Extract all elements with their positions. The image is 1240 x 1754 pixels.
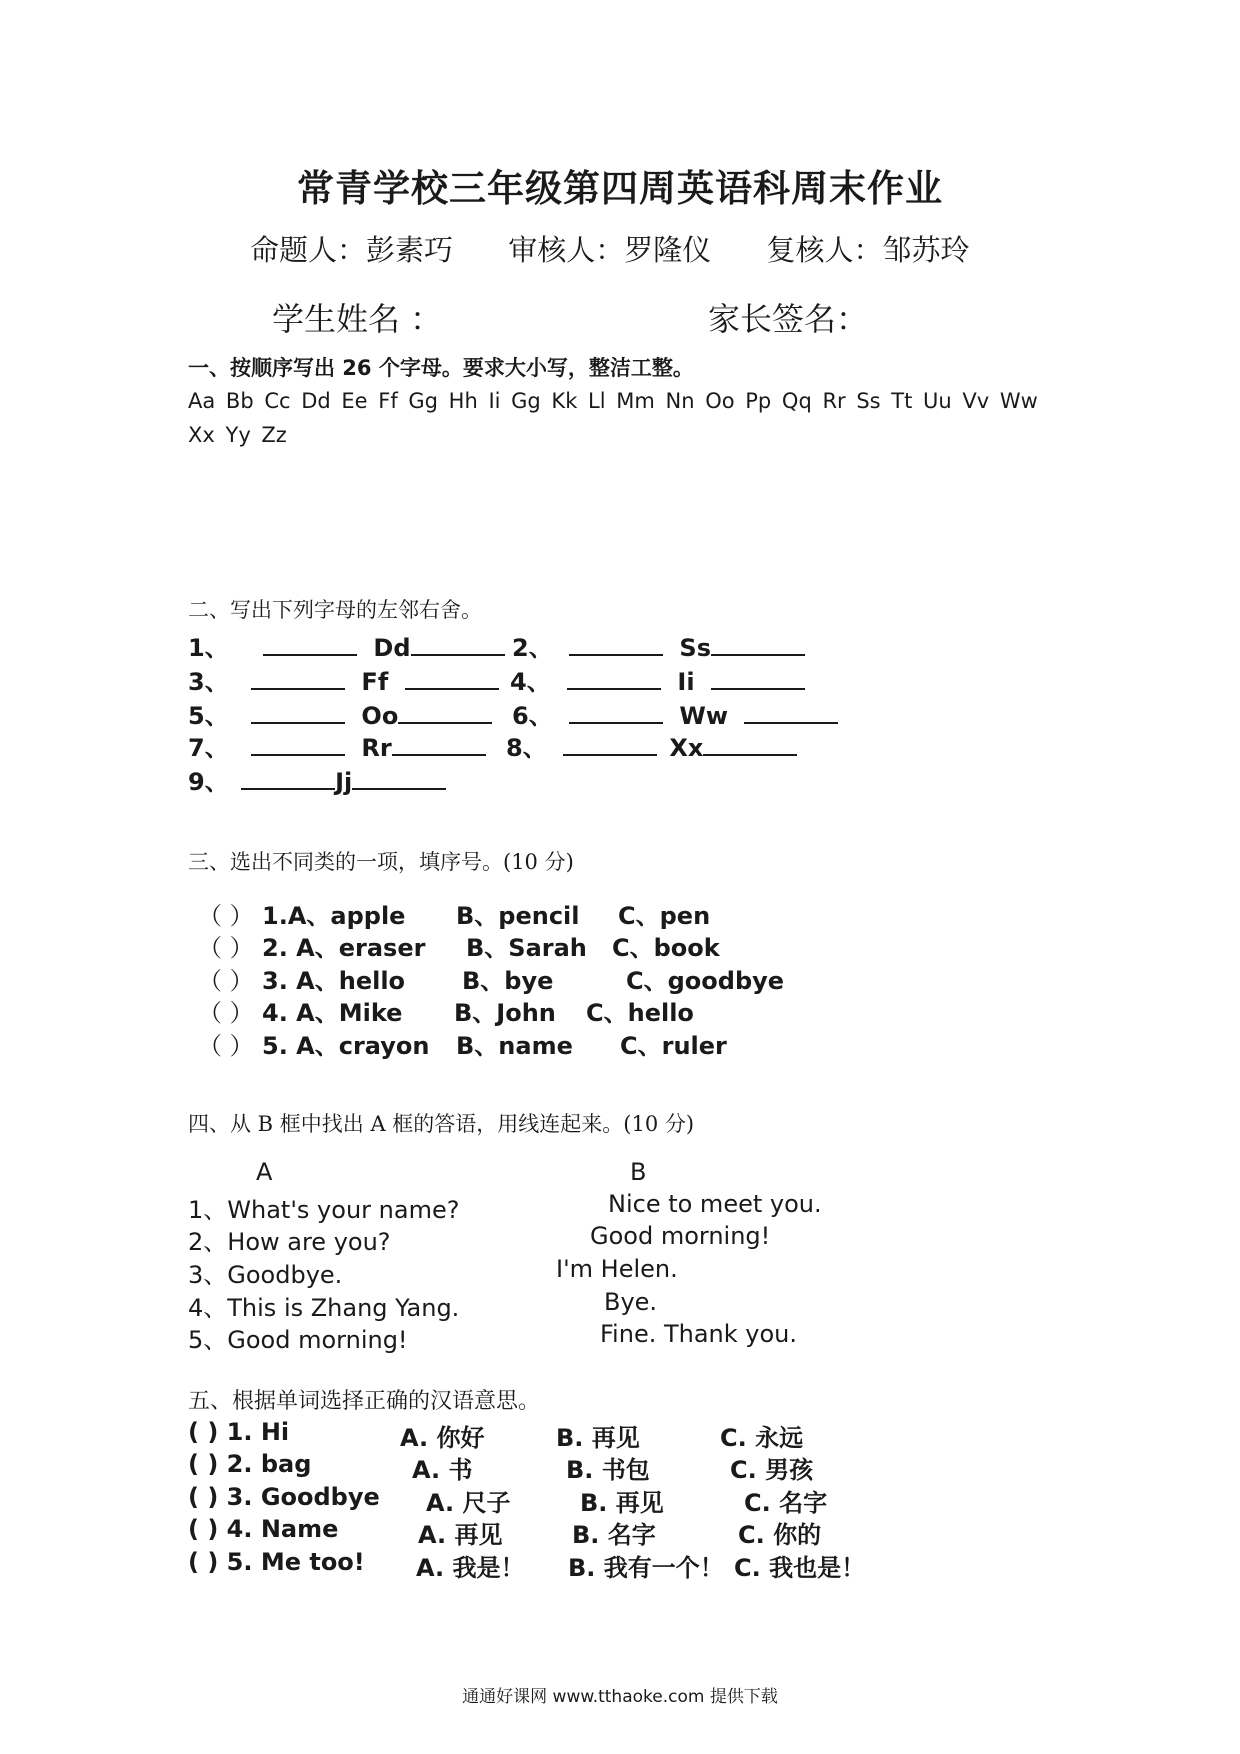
answer-blank[interactable] xyxy=(241,787,335,790)
option-c: C. 你的 xyxy=(738,1521,822,1549)
column-b-header: B xyxy=(630,1158,647,1186)
neighbor-item xyxy=(512,628,805,663)
option-c: C、goodbye xyxy=(626,967,785,995)
answer-blank[interactable] xyxy=(411,653,505,656)
meaning-item xyxy=(188,1483,380,1511)
option-b: B、pencil xyxy=(456,902,580,930)
answer-blank[interactable] xyxy=(569,653,663,656)
item-letter: Ii xyxy=(677,668,695,696)
item-number: 3、 xyxy=(188,668,229,696)
item-number: 6、 xyxy=(512,702,553,730)
answer-blank[interactable] xyxy=(567,687,661,690)
student-name-label: 学生姓名 ： xyxy=(272,300,443,338)
neighbor-item xyxy=(512,696,838,731)
word: 2. bag xyxy=(226,1450,312,1478)
answer-paren[interactable]: ( ) xyxy=(188,1450,219,1478)
answer-blank[interactable] xyxy=(392,753,486,756)
section3-title: 三、选出不同类的一项，填序号。(10 分) xyxy=(188,850,574,874)
match-item-a[interactable]: 2、How are you? xyxy=(188,1228,391,1256)
word: 5. Me too! xyxy=(226,1548,365,1576)
option-c: C. 我也是！ xyxy=(734,1554,866,1582)
word: 1. Hi xyxy=(226,1418,290,1446)
item-letter: Ss xyxy=(679,634,711,662)
answer-paren[interactable]: ( ) xyxy=(188,1548,219,1576)
option-b: B、Sarah xyxy=(466,934,587,962)
item-letter: Rr xyxy=(361,734,392,762)
option-c: C、ruler xyxy=(620,1032,727,1060)
choice-item xyxy=(198,961,405,996)
word: 3. Goodbye xyxy=(226,1483,380,1511)
answer-blank[interactable] xyxy=(703,753,797,756)
answer-blank[interactable] xyxy=(744,721,838,724)
neighbor-item xyxy=(188,696,492,731)
footer-credit: 通通好课网 www.tthaoke.com 提供下载 xyxy=(462,1687,778,1707)
answer-paren[interactable]: ( ) xyxy=(188,1483,219,1511)
answer-blank[interactable] xyxy=(251,753,345,756)
word: 4. Name xyxy=(226,1515,339,1543)
match-item-a[interactable]: 1、What's your name? xyxy=(188,1196,460,1224)
item-number: 5、 xyxy=(188,702,229,730)
option-a: A. 再见 xyxy=(418,1521,503,1549)
item-letter: Ww xyxy=(679,702,729,730)
answer-paren[interactable]: （ ） xyxy=(198,1032,254,1060)
answer-blank[interactable] xyxy=(711,653,805,656)
option-a: 3. A、hello xyxy=(262,967,406,995)
option-c: C. 名字 xyxy=(744,1489,828,1517)
answer-blank[interactable] xyxy=(352,787,446,790)
neighbor-item xyxy=(188,662,499,697)
item-letter: Oo xyxy=(361,702,399,730)
answer-blank[interactable] xyxy=(263,653,357,656)
item-number: 9、 xyxy=(188,768,229,796)
meaning-item xyxy=(188,1515,338,1543)
option-b: B. 名字 xyxy=(572,1521,656,1549)
parent-signature-label: 家长签名： xyxy=(708,300,869,338)
option-b: B. 再见 xyxy=(580,1489,664,1517)
answer-blank[interactable] xyxy=(569,721,663,724)
option-a: 5. A、crayon xyxy=(262,1032,430,1060)
item-letter: Ff xyxy=(361,668,389,696)
match-item-a[interactable]: 4、This is Zhang Yang. xyxy=(188,1294,460,1322)
match-item-a[interactable]: 3、Goodbye. xyxy=(188,1261,343,1289)
option-b: B、bye xyxy=(462,967,554,995)
reviewer-label: 审核人：罗隆仪 xyxy=(508,233,712,267)
neighbor-item xyxy=(188,628,505,663)
item-number: 4、 xyxy=(510,668,551,696)
choice-item xyxy=(198,1026,429,1061)
answer-blank[interactable] xyxy=(251,687,345,690)
answer-blank[interactable] xyxy=(251,721,345,724)
option-a: A. 尺子 xyxy=(426,1489,511,1517)
answer-paren[interactable]: ( ) xyxy=(188,1418,219,1446)
option-a: 4. A、Mike xyxy=(262,999,403,1027)
meaning-item xyxy=(188,1418,289,1446)
neighbor-item xyxy=(506,728,797,763)
choice-item xyxy=(198,896,405,931)
match-item-b[interactable]: Good morning! xyxy=(590,1222,771,1250)
match-item-b[interactable]: I'm Helen. xyxy=(556,1255,678,1283)
option-a: A. 书 xyxy=(412,1456,473,1484)
answer-paren[interactable]: （ ） xyxy=(198,999,254,1027)
meaning-item xyxy=(188,1548,365,1576)
match-item-b[interactable]: Nice to meet you. xyxy=(608,1190,822,1218)
item-number: 8、 xyxy=(506,734,547,762)
answer-paren[interactable]: （ ） xyxy=(198,967,254,995)
answer-blank[interactable] xyxy=(405,687,499,690)
answer-paren[interactable]: （ ） xyxy=(198,902,254,930)
answer-blank[interactable] xyxy=(711,687,805,690)
meaning-item xyxy=(188,1450,311,1478)
option-a: 2. A、eraser xyxy=(262,934,426,962)
option-c: C、hello xyxy=(586,999,694,1027)
option-b: B. 我有一个！ xyxy=(568,1554,724,1582)
answer-paren[interactable]: （ ） xyxy=(198,934,254,962)
item-number: 1、 xyxy=(188,634,229,662)
rechecker-label: 复核人：邹苏玲 xyxy=(766,233,970,267)
section1-title: 一、按顺序写出 26 个字母。要求大小写，整洁工整。 xyxy=(188,356,694,380)
answer-blank[interactable] xyxy=(563,753,657,756)
choice-item xyxy=(198,928,425,963)
option-b: B、John xyxy=(454,999,556,1027)
section5-title: 五、根据单词选择正确的汉语意思。 xyxy=(188,1389,541,1414)
option-a: A. 你好 xyxy=(400,1424,485,1452)
answer-blank[interactable] xyxy=(398,721,492,724)
option-b: B、name xyxy=(456,1032,573,1060)
section4-title: 四、从 B 框中找出 A 框的答语，用线连起来。(10 分) xyxy=(188,1112,695,1136)
match-item-b[interactable]: Bye. xyxy=(604,1288,658,1316)
neighbor-item xyxy=(188,728,486,763)
option-c: C. 男孩 xyxy=(730,1456,814,1484)
answer-paren[interactable]: ( ) xyxy=(188,1515,219,1543)
alphabet-letters: Aa Bb Cc Dd Ee Ff Gg Hh Ii Gg Kk Ll Mm Nn Oo Pp Qq Rr Ss Tt Uu Vv Ww Xx Yy Zz xyxy=(188,389,1038,447)
column-a-header: A xyxy=(256,1158,273,1186)
setter-label: 命题人：彭素巧 xyxy=(250,233,454,267)
section2-title: 二、写出下列字母的左邻右舍。 xyxy=(188,598,482,622)
match-item-b[interactable]: Fine. Thank you. xyxy=(600,1320,798,1348)
item-number: 7、 xyxy=(188,734,229,762)
match-item-a[interactable]: 5、Good morning! xyxy=(188,1326,408,1354)
page-title: 常青学校三年级第四周英语科周末作业 xyxy=(297,166,943,210)
option-a: A. 我是！ xyxy=(416,1554,525,1582)
neighbor-item xyxy=(510,662,805,697)
option-a: 1.A、apple xyxy=(262,902,406,930)
choice-item xyxy=(198,993,402,1028)
option-b: B. 再见 xyxy=(556,1424,640,1452)
item-number: 2、 xyxy=(512,634,553,662)
option-c: C、book xyxy=(612,934,720,962)
option-c: C、pen xyxy=(618,902,711,930)
item-letter: Xx xyxy=(669,734,704,762)
option-b: B. 书包 xyxy=(566,1456,650,1484)
neighbor-item xyxy=(188,762,446,797)
item-letter: Dd xyxy=(373,634,411,662)
item-letter: Jj xyxy=(335,768,353,796)
option-c: C. 永远 xyxy=(720,1424,804,1452)
author-line xyxy=(250,228,1070,269)
